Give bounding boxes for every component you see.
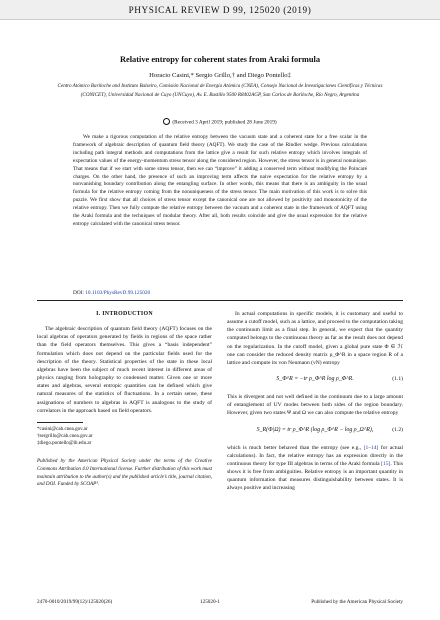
citation-link[interactable]: [1–14] <box>363 444 379 451</box>
abstract: We make a rigorous computation of the relative entropy between the vacuum state and a coherent state for a free scalar in the framework of algebraic description of quantum field theory (AQFT). We study the case of the Rindler wedge. Previous calculations including path integral methods and computations from the lattice give a result for such relative entropy which involves integrals of expectation values of the energy-momentum stress tensor along the considered region. However, the stress tensor is in general nonunique. That means that if we start with some stress tensor, then we can “improve” it adding a conserved term without modifying the Poincaré charges. On the other hand, the presence of such an improving term affects the naive expectation for the relative entropy by a nonvanishing boundary contribution along the entangling surface. In other words, this means that there is an ambiguity in the usual formula for the relative entropy coming from the nonuniqueness of the stress tensor. The main motivation of this work is to solve this puzzle. We first show that all choices of stress tensor except the canonical one are not allowed by positivity and monotonicity of the relative entropy. Then we fully compute the relative entropy between the vacuum and a coherent state in the framework of AQFT using the Araki formula and the techniques of modular theory. After all, both results coincide and give the usual expression for the relative entropy calculated with the canonical stress tensor. <box>73 134 367 227</box>
equation-number: (1.1) <box>392 376 403 383</box>
intro-paragraph-2: In actual computations in specific models, it is customary and useful to assume a cutoff model, such as a lattice, and proceed to the computation taking the continuum limit as a final step. In general, we expect that the quantity computed belongs to the continuous theory as far as the result does not depend on the regularization. In the cutoff model, given a global pure state Φ ∈ ℋ one can consider the reduced density matrix ρ_Φ^R in a space region R of a lattice and compute its von Neumann (vN) entropy <box>227 311 403 366</box>
received-dates <box>0 118 440 126</box>
doi-label: DOI: <box>73 290 84 296</box>
section-divider <box>37 300 403 301</box>
equation-relative-entropy: S_R(Φ|Ω) = tr ρ_Φ^R (log ρ_Φ^R − log ρ_Ω^R), <box>256 426 374 433</box>
footnote-divider <box>37 422 83 423</box>
affiliation: Centro Atómico Bariloche and Instituto Balseiro, Comisión Nacional de Energía Atómica (CNEA), Consejo Nacional de Investigaciones Científicas y Técnicas (CONICET), Universidad Nacional de Cuyo (UNCuyo), Av. E. Bustillo 9500 R8402AGP, San Carlos de Bariloche, Río Negro, Argentina <box>57 83 383 98</box>
doi-link[interactable]: 10.1103/PhysRevD.99.125020 <box>85 290 151 296</box>
footnote-email-grillo[interactable]: †sergrillo@cab.cnea.gov.ar <box>37 433 93 440</box>
text-run: . This shows it is free from ambiguities. Relative entropy is an important quantity in quantum information that measures distinguishability between states. It is always positive and increasing <box>227 460 403 492</box>
text-run: for actual calculations). In fact, the relative entropy has an expression directly in the continuous theory for type III algebras in terms of the Araki formula <box>227 444 403 467</box>
equation-1-2 <box>227 422 403 441</box>
page-footer <box>0 599 440 609</box>
journal-header: PHYSICAL REVIEW D 99, 125020 (2019) <box>0 0 440 20</box>
footer-publisher: Published by the American Physical Society <box>311 599 403 605</box>
footer-page-number: 125020-1 <box>200 599 220 605</box>
equation-1-1 <box>227 371 403 390</box>
intro-paragraph: The algebraic description of quantum field theory (AQFT) focuses on the local algebras of operators generated by fields in regions of the space rather than the field operators themselves. This gives a “basis independent” formulation which does not depend on the particular fields used for the description of the theory. Statistical properties of the state in these local algebras have been the subject of much recent interest in different areas of physics ranging from holography to condensed matter. Given one or more states and algebras, several entropic quantities can be defined which give natural measures of the statistics of fluctuations. In a certain sense, these assignations of numbers to algebras in AQFT is analogous to the study of correlators in the approach based on field operators. <box>37 326 212 414</box>
citation-link[interactable]: [15] <box>381 460 391 467</box>
footnote-email-casini[interactable]: *casini@cab.cnea.gov.ar <box>37 425 88 432</box>
footer-issn: 2470-0010/2019/99(12)/125020(26) <box>37 599 113 605</box>
left-column <box>37 310 212 489</box>
received-text: (Received 3 April 2019; published 28 June 2019) <box>172 119 277 126</box>
doi-line <box>73 290 150 296</box>
equation-vn-entropy: S_Φ^R = −tr ρ_Φ^R log ρ_Φ^R. <box>276 376 354 383</box>
paper-title: Relative entropy for coherent states from Araki formula <box>119 55 321 64</box>
text-run: which is much better behaved than the entropy (see e.g., <box>227 444 362 451</box>
intro-paragraph-4 <box>227 444 403 493</box>
author-list: Horacio Casini,* Sergio Grillo,† and Diego Pontello‡ <box>149 72 291 79</box>
crossmark-icon <box>163 118 170 125</box>
section-heading: I. INTRODUCTION <box>96 311 153 317</box>
intro-paragraph-3: This is divergent and not well defined in the continuum due to a large amount of entanglement of UV modes between both sides of the region boundary. However, given two states Ψ and Ω we can also compute the relative entropy <box>227 394 403 417</box>
equation-number: (1.2) <box>392 426 403 433</box>
footnote-email-pontello[interactable]: ‡diego.pontello@ib.edu.ar <box>37 440 92 447</box>
license-statement: Published by the American Physical Society under the terms of the Creative Commons Attribution 4.0 International license. Further distribution of this work must maintain attribution to the author(s) and the published article’s title, journal citation, and DOI. Funded by SCOAP³. <box>37 457 212 488</box>
right-column <box>227 310 403 493</box>
